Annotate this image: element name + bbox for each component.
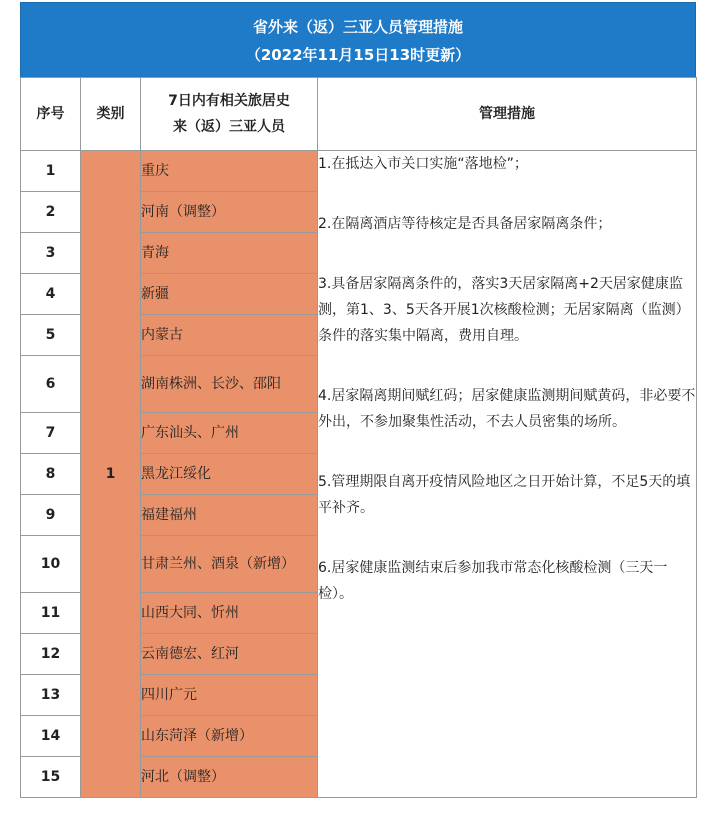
measure-item: 2.在隔离酒店等待核定是否具备居家隔离条件； xyxy=(318,216,612,232)
region-cell: 广东汕头、广州 xyxy=(141,413,318,454)
row-no: 11 xyxy=(21,593,81,634)
region-cell: 湖南株洲、长沙、邵阳 xyxy=(141,356,318,413)
col-header-region-line1: 7日内有相关旅居史 xyxy=(168,93,290,109)
table-row xyxy=(21,151,697,192)
row-no: 5 xyxy=(21,315,81,356)
region-cell: 福建福州 xyxy=(141,495,318,536)
col-header-category: 类别 xyxy=(81,78,141,151)
row-no: 12 xyxy=(21,634,81,675)
measures-cell xyxy=(318,151,697,798)
col-header-region xyxy=(141,78,318,151)
category-cell: 1 xyxy=(81,151,141,798)
region-cell: 河南（调整） xyxy=(141,192,318,233)
region-cell: 四川广元 xyxy=(141,675,318,716)
row-no: 2 xyxy=(21,192,81,233)
region-cell: 云南德宏、红河 xyxy=(141,634,318,675)
region-cell: 甘肃兰州、酒泉（新增） xyxy=(141,536,318,593)
row-no: 9 xyxy=(21,495,81,536)
table-subtitle: （2022年11月15日13时更新） xyxy=(245,46,471,64)
col-header-region-line2: 来（返）三亚人员 xyxy=(173,119,285,135)
region-cell: 内蒙古 xyxy=(141,315,318,356)
region-cell: 山东菏泽（新增） xyxy=(141,716,318,757)
region-cell: 山西大同、忻州 xyxy=(141,593,318,634)
row-no: 3 xyxy=(21,233,81,274)
region-cell: 河北（调整） xyxy=(141,757,318,798)
table-title: 省外来（返）三亚人员管理措施 xyxy=(252,18,463,36)
region-cell: 新疆 xyxy=(141,274,318,315)
row-no: 4 xyxy=(21,274,81,315)
row-no: 15 xyxy=(21,757,81,798)
row-no: 10 xyxy=(21,536,81,593)
measure-item: 5.管理期限自离开疫情风险地区之日开始计算，不足5天的填平补齐。 xyxy=(318,474,691,516)
region-cell: 黑龙江绥化 xyxy=(141,454,318,495)
row-no: 14 xyxy=(21,716,81,757)
measure-item: 6.居家健康监测结束后参加我市常态化核酸检测（三天一检）。 xyxy=(318,560,668,602)
row-no: 7 xyxy=(21,413,81,454)
col-header-measures: 管理措施 xyxy=(318,78,697,151)
row-no: 1 xyxy=(21,151,81,192)
region-cell: 青海 xyxy=(141,233,318,274)
measure-item: 4.居家隔离期间赋红码；居家健康监测期间赋黄码，非必要不外出，不参加聚集性活动，不去人员密集的场所。 xyxy=(318,388,696,430)
col-header-no: 序号 xyxy=(21,78,81,151)
table-header-banner xyxy=(20,2,696,78)
measure-item: 3.具备居家隔离条件的，落实3天居家隔离+2天居家健康监测，第1、3、5天各开展1次核酸检测；无居家隔离（监测）条件的落实集中隔离，费用自理。 xyxy=(318,276,690,344)
row-no: 8 xyxy=(21,454,81,495)
column-header-row xyxy=(21,78,697,151)
management-table xyxy=(20,77,697,798)
region-cell: 重庆 xyxy=(141,151,318,192)
row-no: 6 xyxy=(21,356,81,413)
row-no: 13 xyxy=(21,675,81,716)
measure-item: 1.在抵达入市关口实施“落地检”； xyxy=(318,156,528,172)
